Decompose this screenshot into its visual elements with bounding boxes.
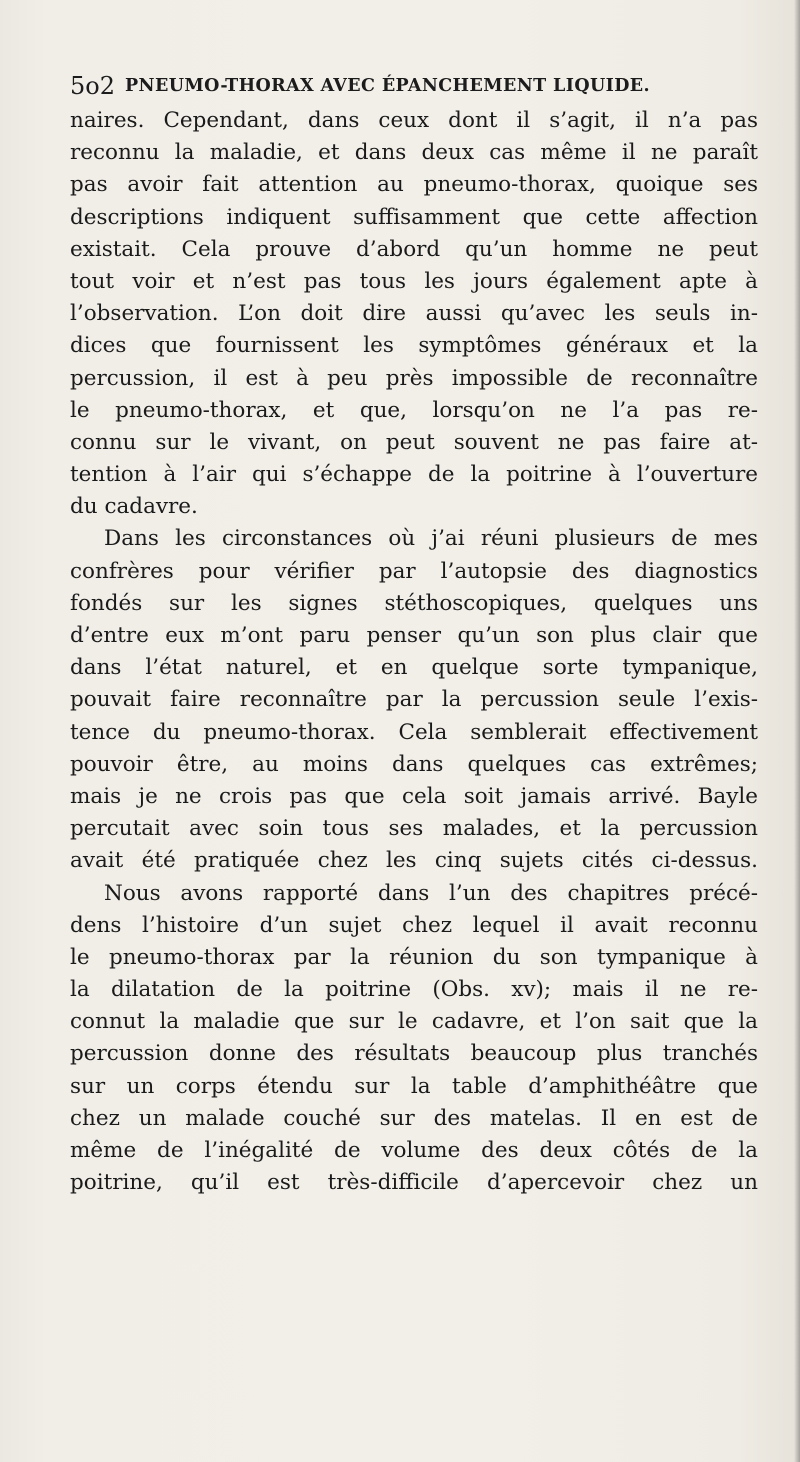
text-line: reconnu la maladie, et dans deux cas même il ne paraît — [70, 140, 758, 166]
text-line: pouvait faire reconnaître par la percussion seule l’exis- — [70, 687, 758, 713]
page-edge-shadow — [794, 0, 800, 1462]
text-line: chez un malade couché sur des matelas. Il en est de — [70, 1105, 758, 1131]
text-line: naires. Cependant, dans ceux dont il s’agit, il n’a pas — [70, 108, 758, 133]
paragraph-start-line: Nous avons rapporté dans l’un des chapitres précé- — [104, 880, 758, 906]
running-title: PNEUMO-THORAX AVEC ÉPANCHEMENT LIQUIDE. — [125, 76, 651, 96]
text-line: avait été pratiquée chez les cinq sujets cités ci-dessus. — [70, 848, 758, 874]
text-line: la dilatation de la poitrine (Obs. xv); mais il ne re- — [70, 977, 758, 1003]
text-line: dices que fournissent les symptômes généraux et la — [70, 333, 758, 359]
text-line: tence du pneumo-thorax. Cela semblerait effectivement — [70, 719, 758, 745]
text-line: confrères pour vérifier par l’autopsie des diagnostics — [70, 558, 758, 584]
text-line: sur un corps étendu sur la table d’amphithéâtre que — [70, 1073, 758, 1099]
text-line: dens l’histoire d’un sujet chez lequel il avait reconnu — [70, 912, 758, 938]
body-text — [70, 105, 758, 1199]
text-line: descriptions indiquent suffisamment que cette affection — [70, 204, 758, 230]
text-line: le pneumo-thorax, et que, lorsqu’on ne l’a pas re- — [70, 397, 758, 423]
page-header — [70, 70, 750, 102]
text-line: d’entre eux m’ont paru penser qu’un son plus clair que — [70, 623, 758, 648]
text-line: percussion, il est à peu près impossible de reconnaître — [70, 365, 758, 391]
text-line: pouvoir être, au moins dans quelques cas extrêmes; — [70, 751, 758, 777]
text-line: percutait avec soin tous ses malades, et la percussion — [70, 816, 758, 842]
text-line: pas avoir fait attention au pneumo-thorax, quoique ses — [70, 172, 758, 198]
page-number: 5o2 — [70, 72, 115, 100]
text-line: percussion donne des résultats beaucoup plus tranchés — [70, 1041, 758, 1067]
text-line: même de l’inégalité de volume des deux côtés de la — [70, 1138, 758, 1163]
text-line: tention à l’air qui s’échappe de la poitrine à l’ouverture — [70, 462, 758, 488]
text-line: mais je ne crois pas que cela soit jamais arrivé. Bayle — [70, 783, 758, 809]
text-line: tout voir et n’est pas tous les jours également apte à — [70, 268, 758, 294]
text-line: dans l’état naturel, et en quelque sorte tympanique, — [70, 655, 758, 681]
text-line: existait. Cela prouve d’abord qu’un homme ne peut — [70, 236, 758, 262]
paragraph-start-line: Dans les circonstances où j’ai réuni plusieurs de mes — [104, 526, 758, 552]
text-line: du cadavre. — [70, 494, 198, 520]
text-line: connu sur le vivant, on peut souvent ne pas faire at- — [70, 429, 758, 455]
text-line: l’observation. L’on doit dire aussi qu’avec les seuls in- — [70, 301, 758, 327]
text-line: connut la maladie que sur le cadavre, et l’on sait que la — [70, 1009, 758, 1035]
text-line: le pneumo-thorax par la réunion du son tympanique à — [70, 944, 758, 970]
text-line: fondés sur les signes stéthoscopiques, quelques uns — [70, 590, 758, 616]
text-line: poitrine, qu’il est très-difficile d’apercevoir chez un — [70, 1170, 758, 1196]
